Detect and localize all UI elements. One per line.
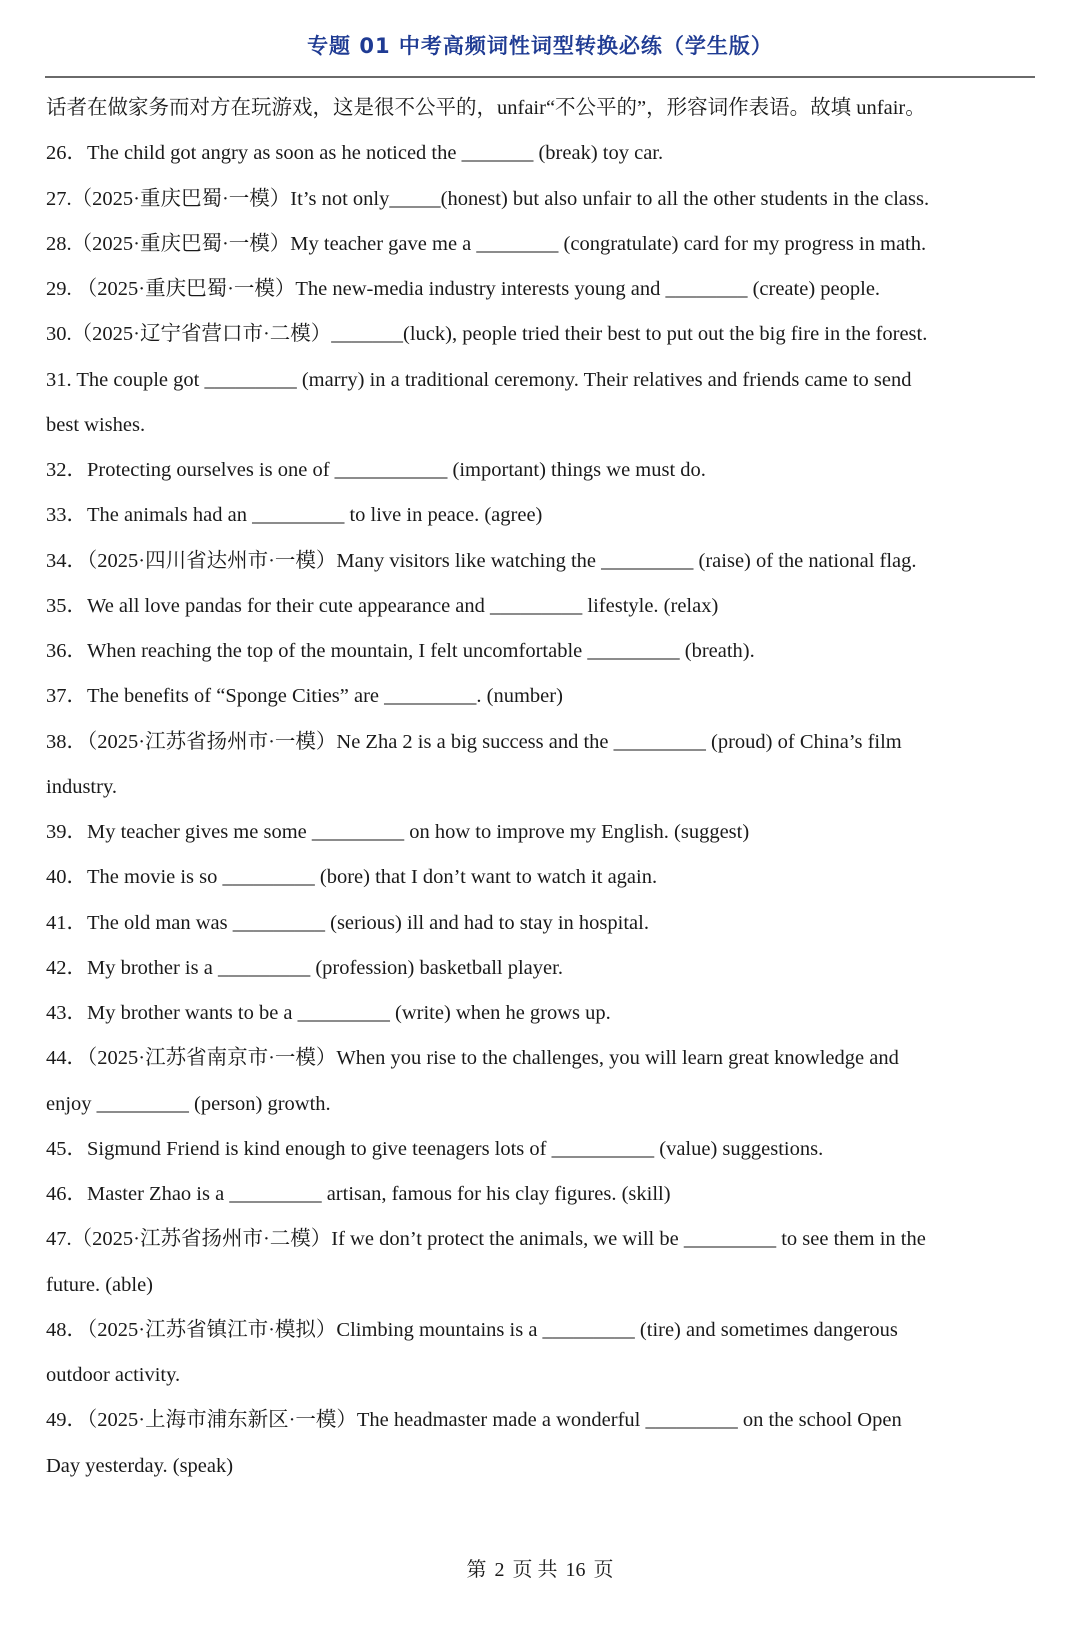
text-line: 44．（2025·江苏省南京市·一模）When you rise to the challenges, you will learn great knowledge and xyxy=(46,1047,899,1070)
text-line: 27.（2025·重庆巴蜀·一模）It’s not only_____(honest) but also unfair to all the other students in the class. xyxy=(46,187,930,210)
page-footer xyxy=(0,1553,1080,1582)
text-line: 38．（2025·江苏省扬州市·一模）Ne Zha 2 is a big success and the _________ (proud) of China’s film xyxy=(46,730,902,753)
text-line: best wishes. xyxy=(46,413,146,436)
text-line: 43．My brother wants to be a _________ (write) when he grows up. xyxy=(46,1002,611,1024)
text-line: 32．Protecting ourselves is one of ___________ (important) things we must do. xyxy=(46,459,706,481)
page-header-title: 专题 01 中考高频词性词型转换必练（学生版） xyxy=(307,34,773,58)
header-divider xyxy=(45,76,1035,78)
text-line: 29. （2025·重庆巴蜀·一模）The new-media industry interests young and ________ (create) people. xyxy=(46,278,881,300)
text-line: outdoor activity. xyxy=(46,1364,181,1386)
footer-page-number: 2 xyxy=(494,1559,505,1581)
text-line: 30.（2025·辽宁省营口市·二模）_______(luck), people tried their best to put out the big fire in the forest. xyxy=(46,323,928,346)
text-line: 47.（2025·江苏省扬州市·二模）If we don’t protect the animals, we will be _________ to see them in the xyxy=(46,1228,926,1251)
text-line: enjoy _________ (person) growth. xyxy=(46,1092,331,1115)
text-line: 41．The old man was _________ (serious) ill and had to stay in hospital. xyxy=(46,911,649,934)
footer-mid: 页 共 xyxy=(512,1559,558,1581)
text-line: 26．The child got angry as soon as he noticed the _______ (break) toy car. xyxy=(46,142,664,165)
text-line: industry. xyxy=(46,775,117,798)
text-line: 49．（2025·上海市浦东新区·一模）The headmaster made a wonderful _________ on the school Open xyxy=(46,1409,902,1432)
text-line: 34．（2025·四川省达州市·一模）Many visitors like watching the _________ (raise) of the national flag. xyxy=(46,549,917,572)
footer-prefix: 第 xyxy=(466,1559,487,1581)
text-line: Day yesterday. (speak) xyxy=(46,1454,234,1477)
text-line: 48．（2025·江苏省镇江市·模拟）Climbing mountains is a _________ (tire) and sometimes dangerous xyxy=(46,1318,898,1341)
text-line: 46．Master Zhao is a _________ artisan, famous for his clay figures. (skill) xyxy=(46,1183,671,1205)
text-line: 42．My brother is a _________ (profession) basketball player. xyxy=(46,956,563,979)
text-line: 40．The movie is so _________ (bore) that I don’t want to watch it again. xyxy=(46,866,658,889)
text-line: 话者在做家务而对方在玩游戏，这是很不公平的，unfair“不公平的”，形容词作表语。故填 unfair。 xyxy=(46,97,926,119)
text-line: 28.（2025·重庆巴蜀·一模）My teacher gave me a ________ (congratulate) card for my progress in math. xyxy=(46,232,927,255)
text-line: 39．My teacher gives me some _________ on how to improve my English. (suggest) xyxy=(46,821,750,843)
text-line: future. (able) xyxy=(46,1273,153,1296)
text-line: 31. The couple got _________ (marry) in a traditional ceremony. Their relatives and friends came to send xyxy=(46,368,912,391)
text-line: 37．The benefits of “Sponge Cities” are _________. (number) xyxy=(46,685,563,708)
text-line: 45．Sigmund Friend is kind enough to give teenagers lots of __________ (value) suggestions. xyxy=(46,1137,824,1160)
text-line: 36．When reaching the top of the mountain, I felt uncomfortable _________ (breath). xyxy=(46,640,755,662)
text-line: 33．The animals had an _________ to live in peace. (agree) xyxy=(46,504,543,527)
exercise-list xyxy=(46,86,1036,1489)
text-line: 35．We all love pandas for their cute appearance and _________ lifestyle. (relax) xyxy=(46,594,719,617)
footer-suffix: 页 xyxy=(593,1559,614,1581)
footer-total-pages: 16 xyxy=(565,1559,586,1581)
